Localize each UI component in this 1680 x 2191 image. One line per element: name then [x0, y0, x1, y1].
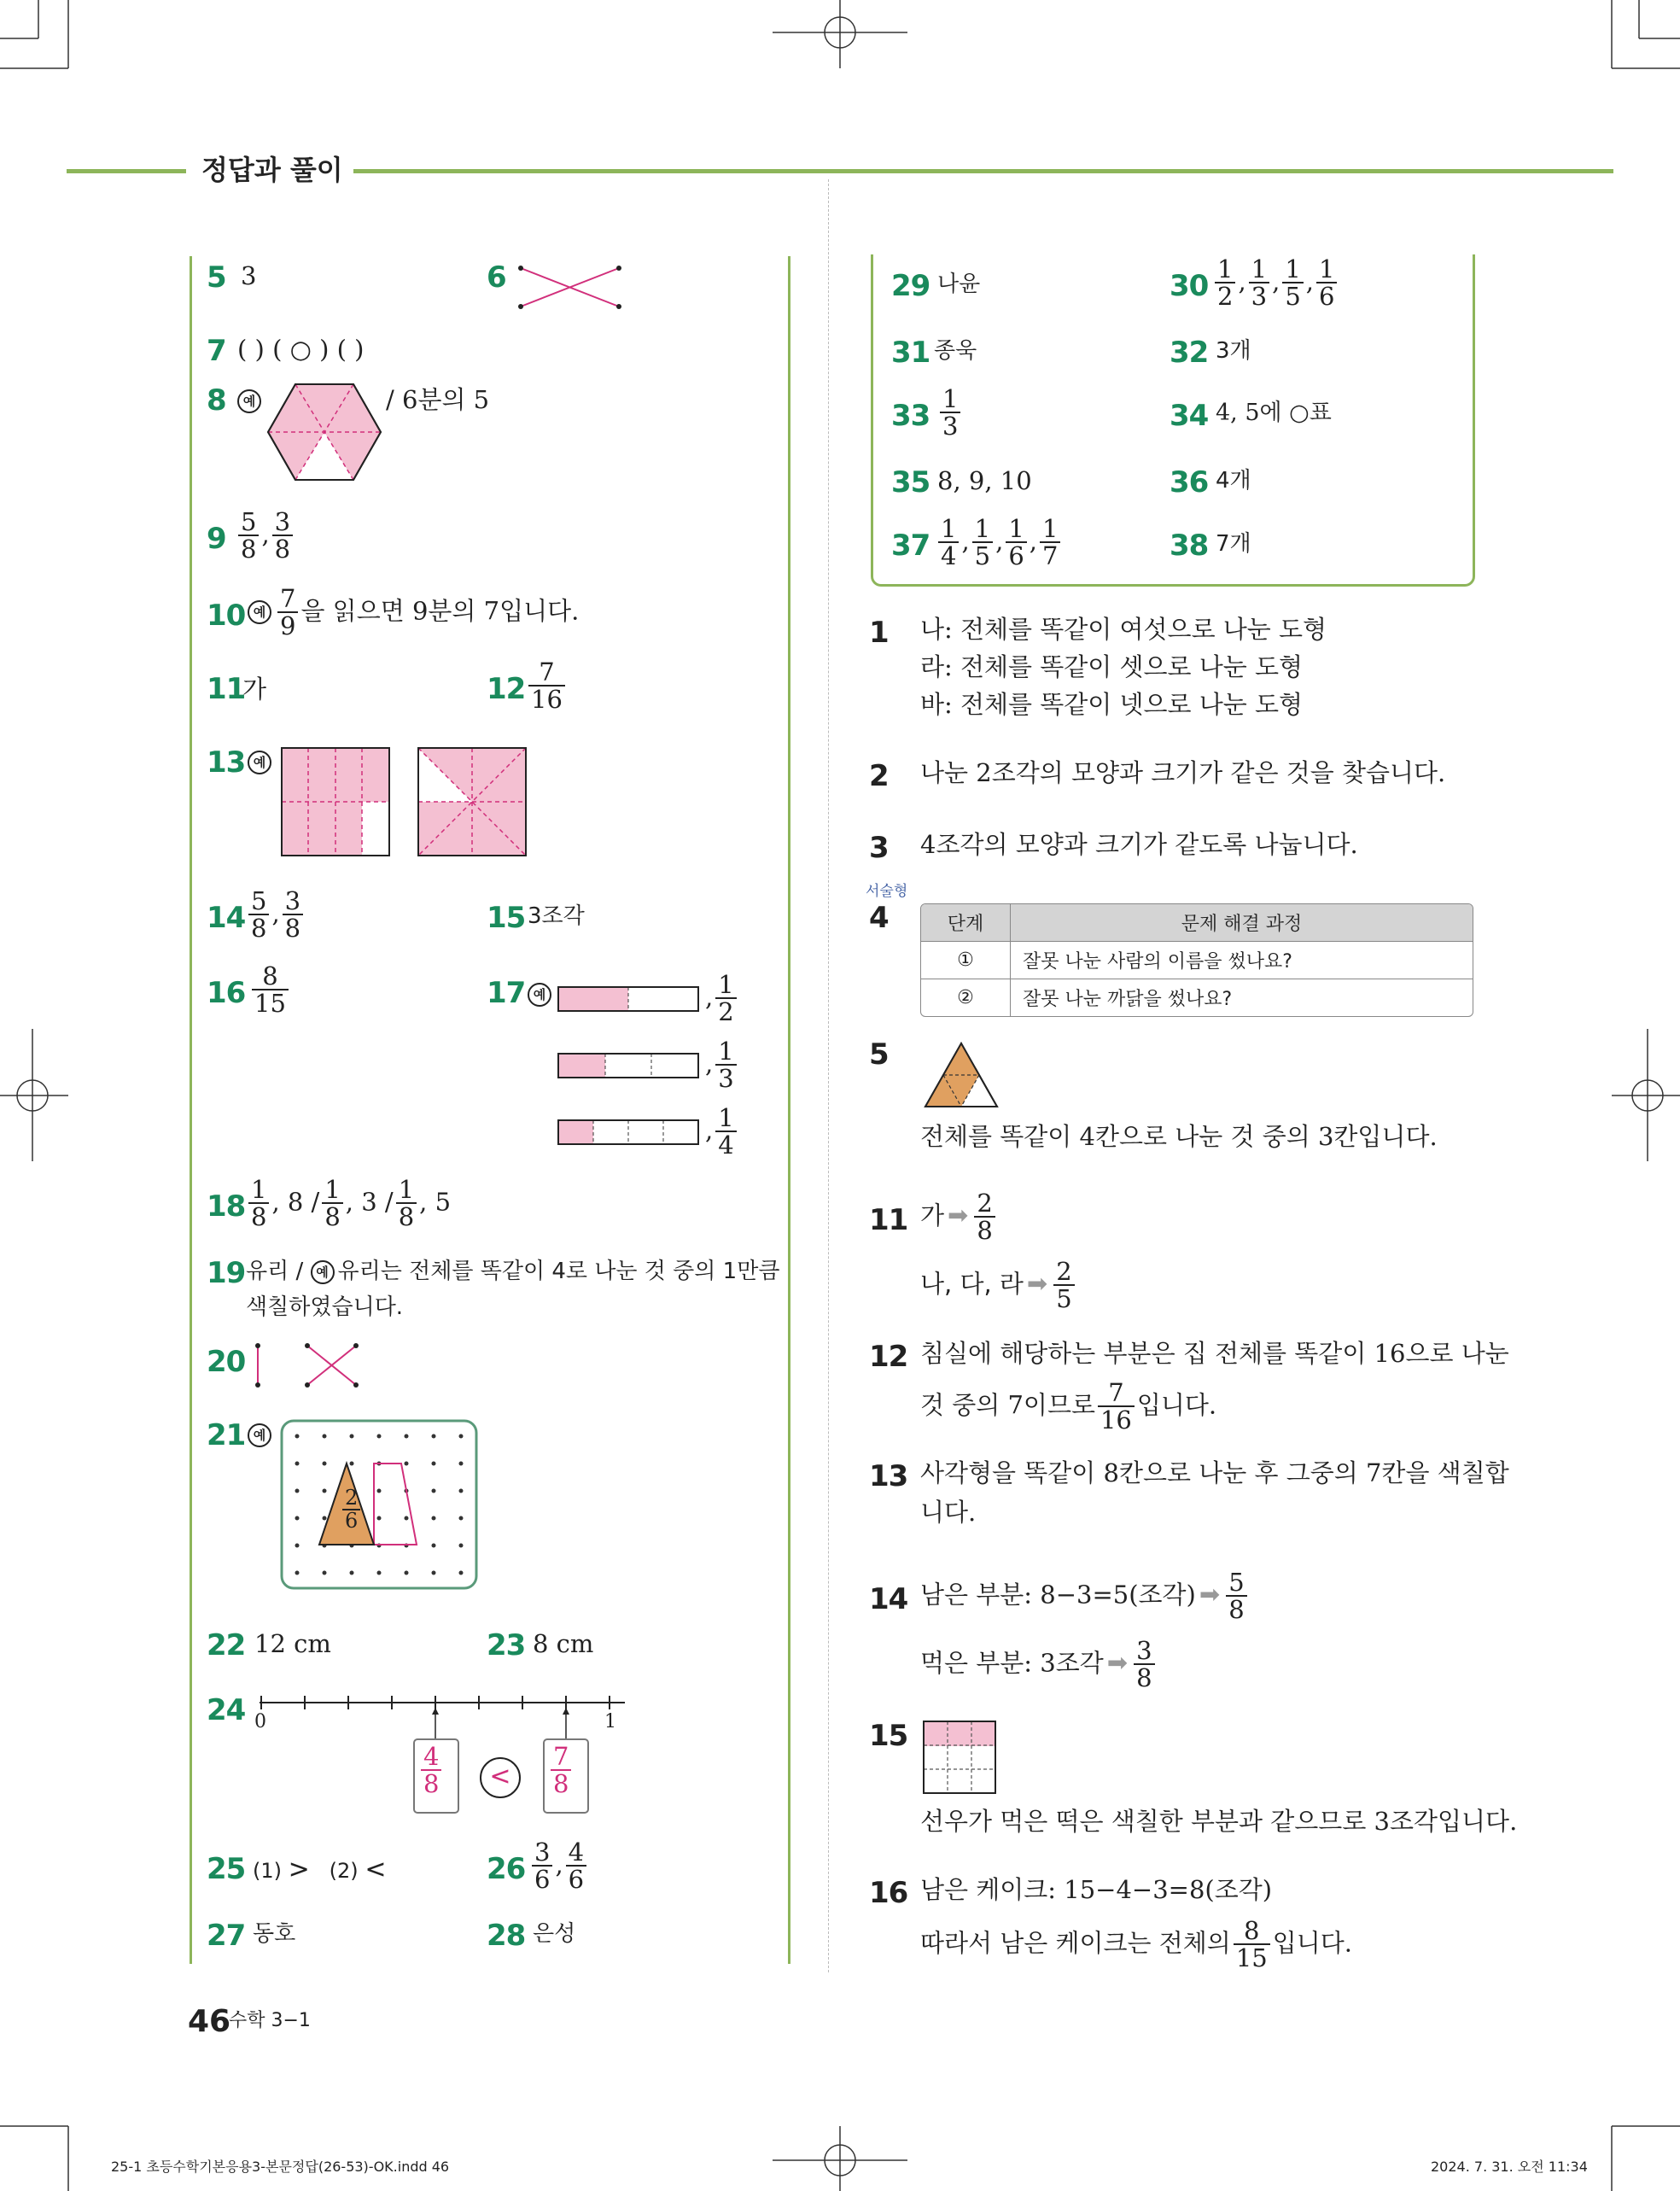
q8-number: 8: [207, 383, 226, 418]
column-divider: [828, 179, 829, 1972]
grid-dot: [459, 1462, 464, 1466]
q13-square-diagonal: [417, 746, 528, 857]
q27-number: 27: [207, 1919, 246, 1953]
header-rule-right: [353, 169, 1613, 173]
grid-dot: [323, 1489, 327, 1493]
q18-number: 18: [207, 1189, 246, 1224]
page-title: 정답과 풀이: [201, 154, 343, 186]
q21-number: 21: [207, 1418, 246, 1452]
grid-dot: [432, 1489, 436, 1493]
q23-answer: 8 cm: [533, 1629, 594, 1658]
q11-number: 11: [207, 672, 246, 706]
q13-number: 13: [207, 745, 246, 780]
q8-hexagon: [266, 381, 382, 483]
q6-number: 6: [487, 260, 506, 295]
q7-number: 7: [207, 334, 226, 368]
q26-number: 26: [487, 1852, 526, 1886]
grid-dot: [459, 1489, 464, 1493]
grid-dot: [405, 1571, 409, 1575]
grid-dot: [405, 1434, 409, 1439]
grid-dot: [295, 1489, 300, 1493]
e5-triangle: [922, 1040, 1000, 1110]
q16-number: 16: [207, 976, 246, 1010]
q9-number: 9: [207, 522, 226, 556]
grid-dot: [377, 1516, 382, 1521]
grid-dot: [323, 1462, 327, 1466]
q12-number: 12: [487, 672, 526, 706]
grid-dot: [350, 1434, 354, 1439]
grid-dot: [377, 1571, 382, 1575]
q22-answer: 12 cm: [254, 1629, 331, 1658]
grid-dot: [323, 1516, 327, 1521]
footer-date: 2024. 7. 31. 오전 11:34: [1431, 2159, 1588, 2175]
q10-answer: 을 읽으면 9분의 7입니다.: [300, 596, 580, 626]
left-col-bar: [190, 256, 192, 1964]
q24-number-line: [253, 1691, 628, 1742]
q20-matching-lines: [249, 1341, 369, 1392]
compare-circle: <: [480, 1757, 521, 1798]
grid-dot: [323, 1434, 327, 1439]
q21-dot-grid: [280, 1419, 478, 1590]
grid-dot: [377, 1434, 382, 1439]
grid-dot: [459, 1544, 464, 1548]
q24-number: 24: [207, 1693, 246, 1727]
steps-table: 단계 문제 해결 과정 ① 잘못 나눈 사람의 이름을 썼나요? ② 잘못 나눈 까닭을 썼나요?: [920, 903, 1473, 1017]
q19-answer-line2: 색칠하였습니다.: [246, 1294, 404, 1320]
q22-number: 22: [207, 1628, 246, 1662]
q28-answer: 은성: [533, 1921, 576, 1947]
q19-number: 19: [207, 1256, 246, 1290]
q17-fraction-bars: [557, 984, 702, 1154]
grid-dot: [350, 1571, 354, 1575]
grid-dot: [432, 1516, 436, 1521]
q5-number: 5: [207, 260, 226, 295]
grid-dot: [350, 1462, 354, 1466]
q14-number: 14: [207, 901, 246, 935]
grid-dot: [432, 1434, 436, 1439]
grid-dot: [295, 1544, 300, 1548]
grid-dot: [295, 1516, 300, 1521]
q23-number: 23: [487, 1628, 526, 1662]
example-mark: 예: [237, 389, 261, 413]
q17-number: 17: [487, 976, 526, 1010]
grid-dot: [432, 1462, 436, 1466]
grid-dot: [295, 1434, 300, 1439]
q7-answer: ( ) ( ○ ) ( ): [237, 335, 365, 364]
q11-answer: 가: [242, 675, 267, 704]
grid-dot: [323, 1571, 327, 1575]
grid-dot: [295, 1571, 300, 1575]
grid-dot: [405, 1516, 409, 1521]
q28-number: 28: [487, 1919, 526, 1953]
mid-col-bar: [788, 256, 790, 1964]
q15-number: 15: [487, 901, 526, 935]
grid-dot: [377, 1489, 382, 1493]
page-subject: 수학 3−1: [229, 2010, 311, 2031]
q6-matching-lines: [512, 260, 632, 314]
q5-answer: 3: [241, 261, 257, 290]
header-rule-left: [67, 169, 186, 173]
q20-number: 20: [207, 1345, 246, 1379]
q15-answer: 3조각: [528, 903, 585, 929]
q8-answer: / 6분의 5: [386, 385, 490, 414]
q25-number: 25: [207, 1852, 246, 1886]
grid-dot: [459, 1571, 464, 1575]
q13-square-grid: [280, 746, 391, 857]
e15-rice-cake: [922, 1720, 999, 1797]
grid-dot: [405, 1462, 409, 1466]
q10-number: 10: [207, 599, 246, 633]
q27-answer: 동호: [253, 1921, 296, 1947]
footer-file: 25-1 초등수학기본응용3-본문정답(26-53)-OK.indd 46: [111, 2159, 450, 2175]
grid-dot: [459, 1434, 464, 1439]
page-number: 46: [188, 2004, 231, 2039]
grid-dot: [459, 1516, 464, 1521]
grid-dot: [295, 1462, 300, 1466]
grid-dot: [432, 1571, 436, 1575]
grid-dot: [432, 1544, 436, 1548]
